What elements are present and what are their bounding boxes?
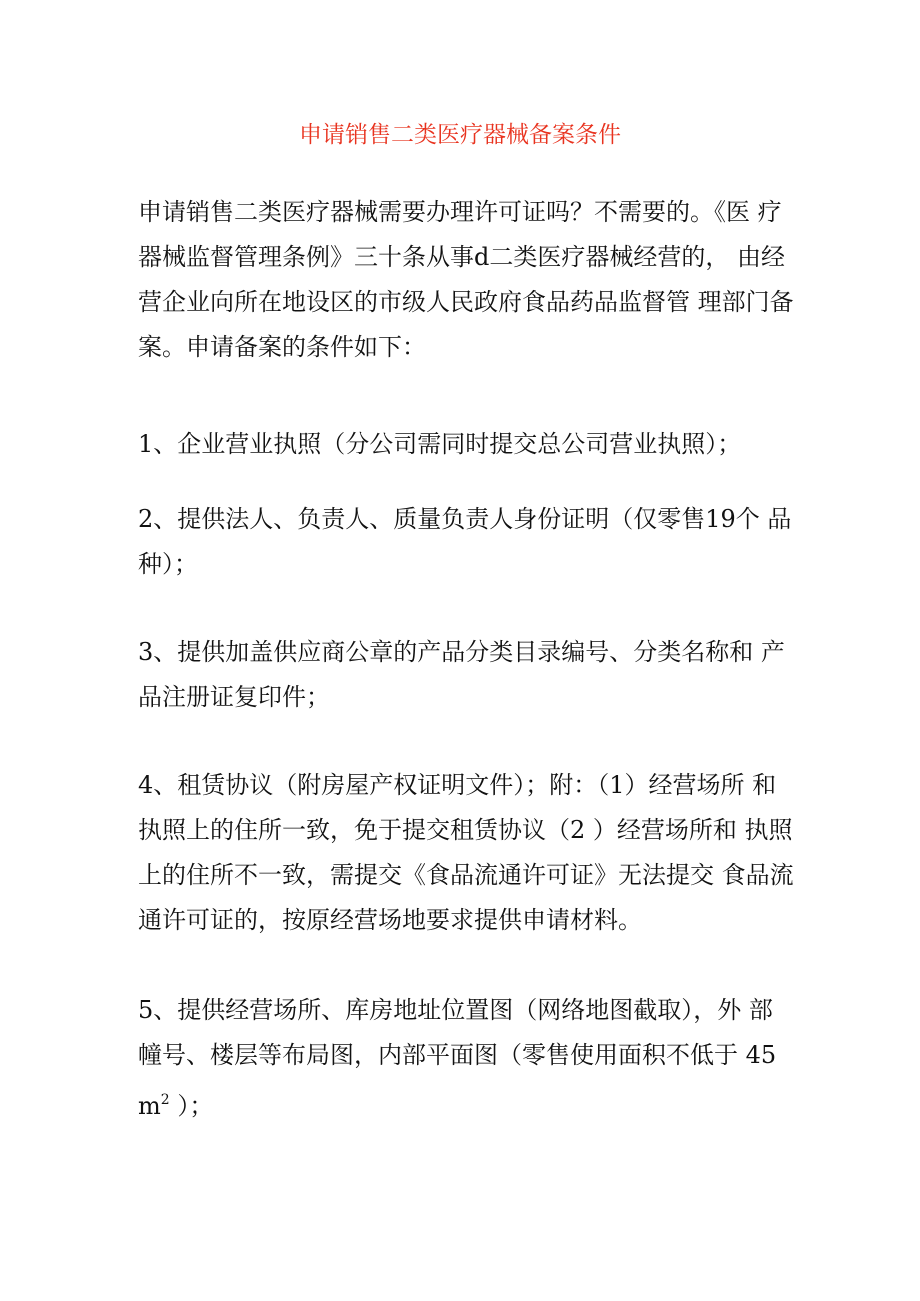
intro-line: 案。申请备案的条件如下： (138, 333, 426, 361)
requirement-line: 种）； (138, 550, 198, 578)
requirement-item-5 (138, 988, 788, 1129)
requirement-item-2 (138, 497, 792, 587)
requirement-line: 3、提供加盖供应商公章的产品分类目录编号、分类名称和 产 (138, 638, 785, 666)
requirement-item-4 (138, 763, 794, 943)
intro-line: 营企业向所在地设区的市级人民政府食品药品监督管 理部门备 (138, 288, 794, 316)
requirement-line: 5、提供经营场所、库房地址位置图（网络地图截取），外 部 (138, 996, 773, 1024)
requirement-item-3 (138, 630, 788, 720)
requirement-line: 幢号、楼层等布局图，内部平面图（零售使用面积不低于 45 (138, 1041, 777, 1069)
requirement-line: 执照上的住所一致，免于提交租赁协议（2 ）经营场所和 执照 (138, 816, 793, 844)
requirement-line: 1、企业营业执照（分公司需同时提交总公司营业执照）； (138, 430, 742, 458)
requirement-line: 4、租赁协议（附房屋产权证明文件）；附：（1）经营场所 和 (138, 771, 777, 799)
requirement-item-1 (138, 422, 788, 467)
area-unit-base: m (138, 1092, 161, 1120)
area-unit-line (138, 1078, 788, 1129)
document-title: 申请销售二类医疗器械备案条件 (299, 122, 621, 148)
requirement-line: 2、提供法人、负责人、质量负责人身份证明（仅零售19个 品 (138, 505, 792, 533)
intro-paragraph (138, 190, 794, 370)
requirement-line: 品注册证复印件； (138, 683, 330, 711)
requirement-line: 上的住所不一致，需提交《食品流通许可证》无法提交 食品流 (138, 861, 794, 889)
intro-line: 器械监督管理条例》三十条从事d二类医疗器械经营的， 由经 (138, 243, 785, 271)
intro-line: 申请销售二类医疗器械需要办理许可证吗？不需要的。《医 疗 (138, 198, 782, 226)
area-unit-superscript: 2 (160, 1092, 170, 1108)
area-unit-tail: ）； (169, 1092, 214, 1120)
requirement-line: 通许可证的，按原经营场地要求提供申请材料。 (138, 906, 642, 934)
